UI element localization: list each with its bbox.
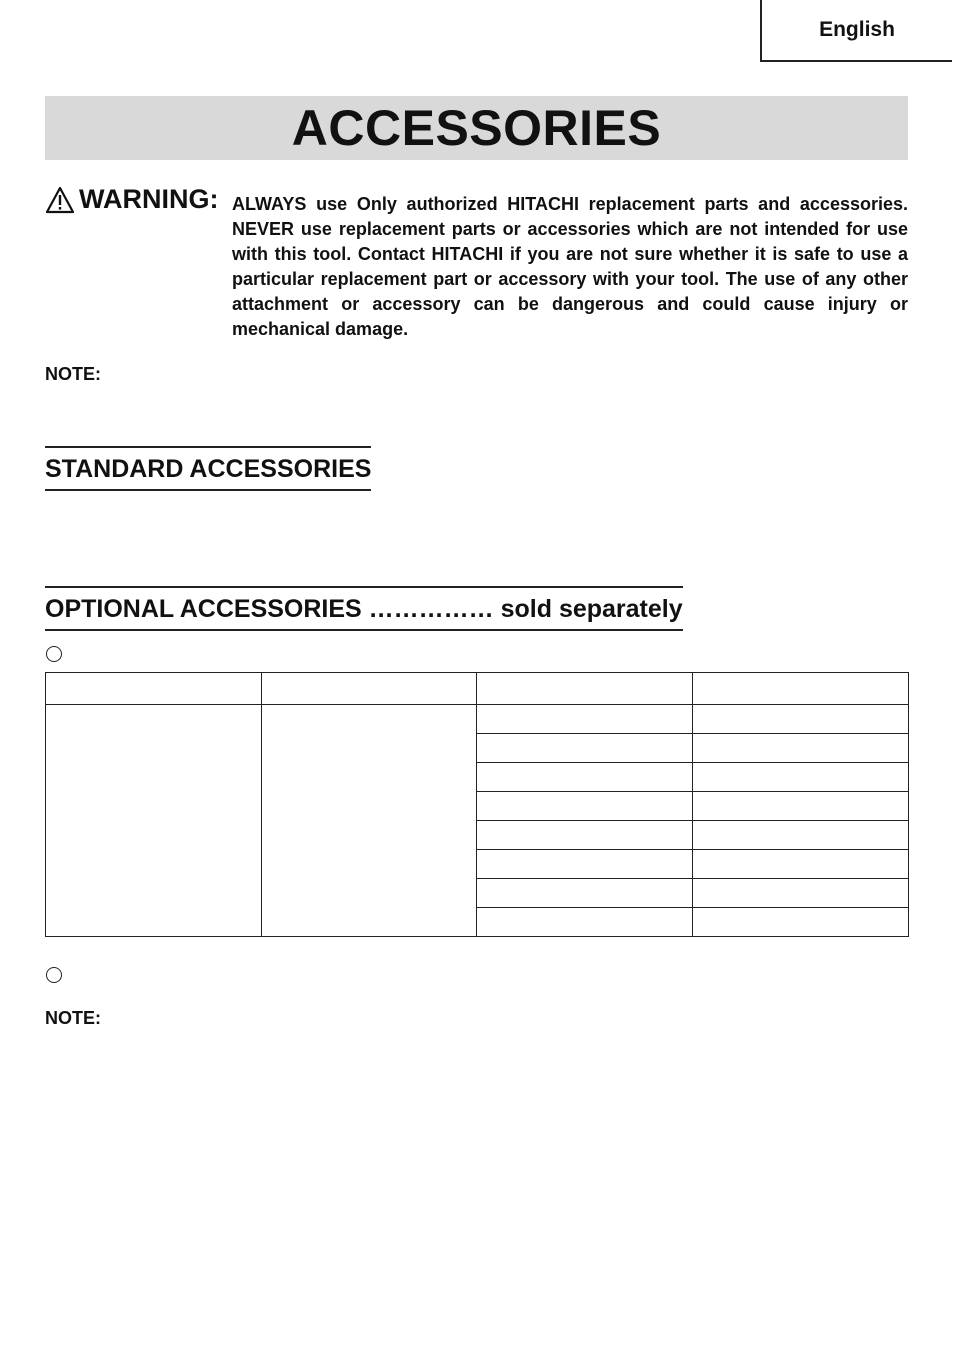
- table-header-row: [46, 673, 909, 705]
- language-label: English: [819, 18, 895, 41]
- note-label-2: NOTE:: [45, 1008, 101, 1028]
- language-tab: [760, 0, 952, 62]
- table-cell: [693, 792, 909, 821]
- table-cell: [477, 763, 693, 792]
- table-cell: [477, 734, 693, 763]
- accessories-table: [45, 672, 909, 937]
- table-cell: [477, 850, 693, 879]
- table-cell: [693, 734, 909, 763]
- warning-text: ALWAYS use Only authorized HITACHI replacement parts and accessories. NEVER use replacement parts or accessories which are not intended for use with this tool. Contact HITACHI if you are not sure whether it is safe to use a particular replacement part or accessory with your tool. The use of any other attachment or accessory can be dangerous and could cause injury or mechanical damage.: [232, 194, 908, 339]
- note-label-1: NOTE:: [45, 364, 101, 384]
- table-cell: [477, 879, 693, 908]
- table-cell: [477, 908, 693, 937]
- optional-accessories-heading: OPTIONAL ACCESSORIES …………… sold separately: [45, 586, 683, 631]
- table-cell: [693, 879, 909, 908]
- table-cell: [693, 908, 909, 937]
- table-header-cell: [262, 673, 477, 705]
- table-cell: [693, 821, 909, 850]
- title-band: [45, 96, 908, 160]
- table-cell: [477, 821, 693, 850]
- circle-bullet-icon: [46, 967, 62, 983]
- table-header-cell: [693, 673, 909, 705]
- table-header-cell: [46, 673, 262, 705]
- table-cell: [693, 850, 909, 879]
- warning-label-group: [45, 184, 218, 215]
- table-cell: [693, 763, 909, 792]
- table-cell: [477, 792, 693, 821]
- warning-triangle-icon: [45, 186, 75, 214]
- standard-accessories-heading: STANDARD ACCESSORIES: [45, 446, 371, 491]
- circle-bullet-icon: [46, 646, 62, 662]
- table-merged-cell: [46, 705, 262, 937]
- table-cell: [477, 705, 693, 734]
- table-header-cell: [477, 673, 693, 705]
- table-cell: [693, 705, 909, 734]
- table-merged-cell: [262, 705, 477, 937]
- table-row: [46, 705, 909, 734]
- page-title: ACCESSORIES: [291, 100, 662, 156]
- warning-label: WARNING:: [79, 184, 219, 214]
